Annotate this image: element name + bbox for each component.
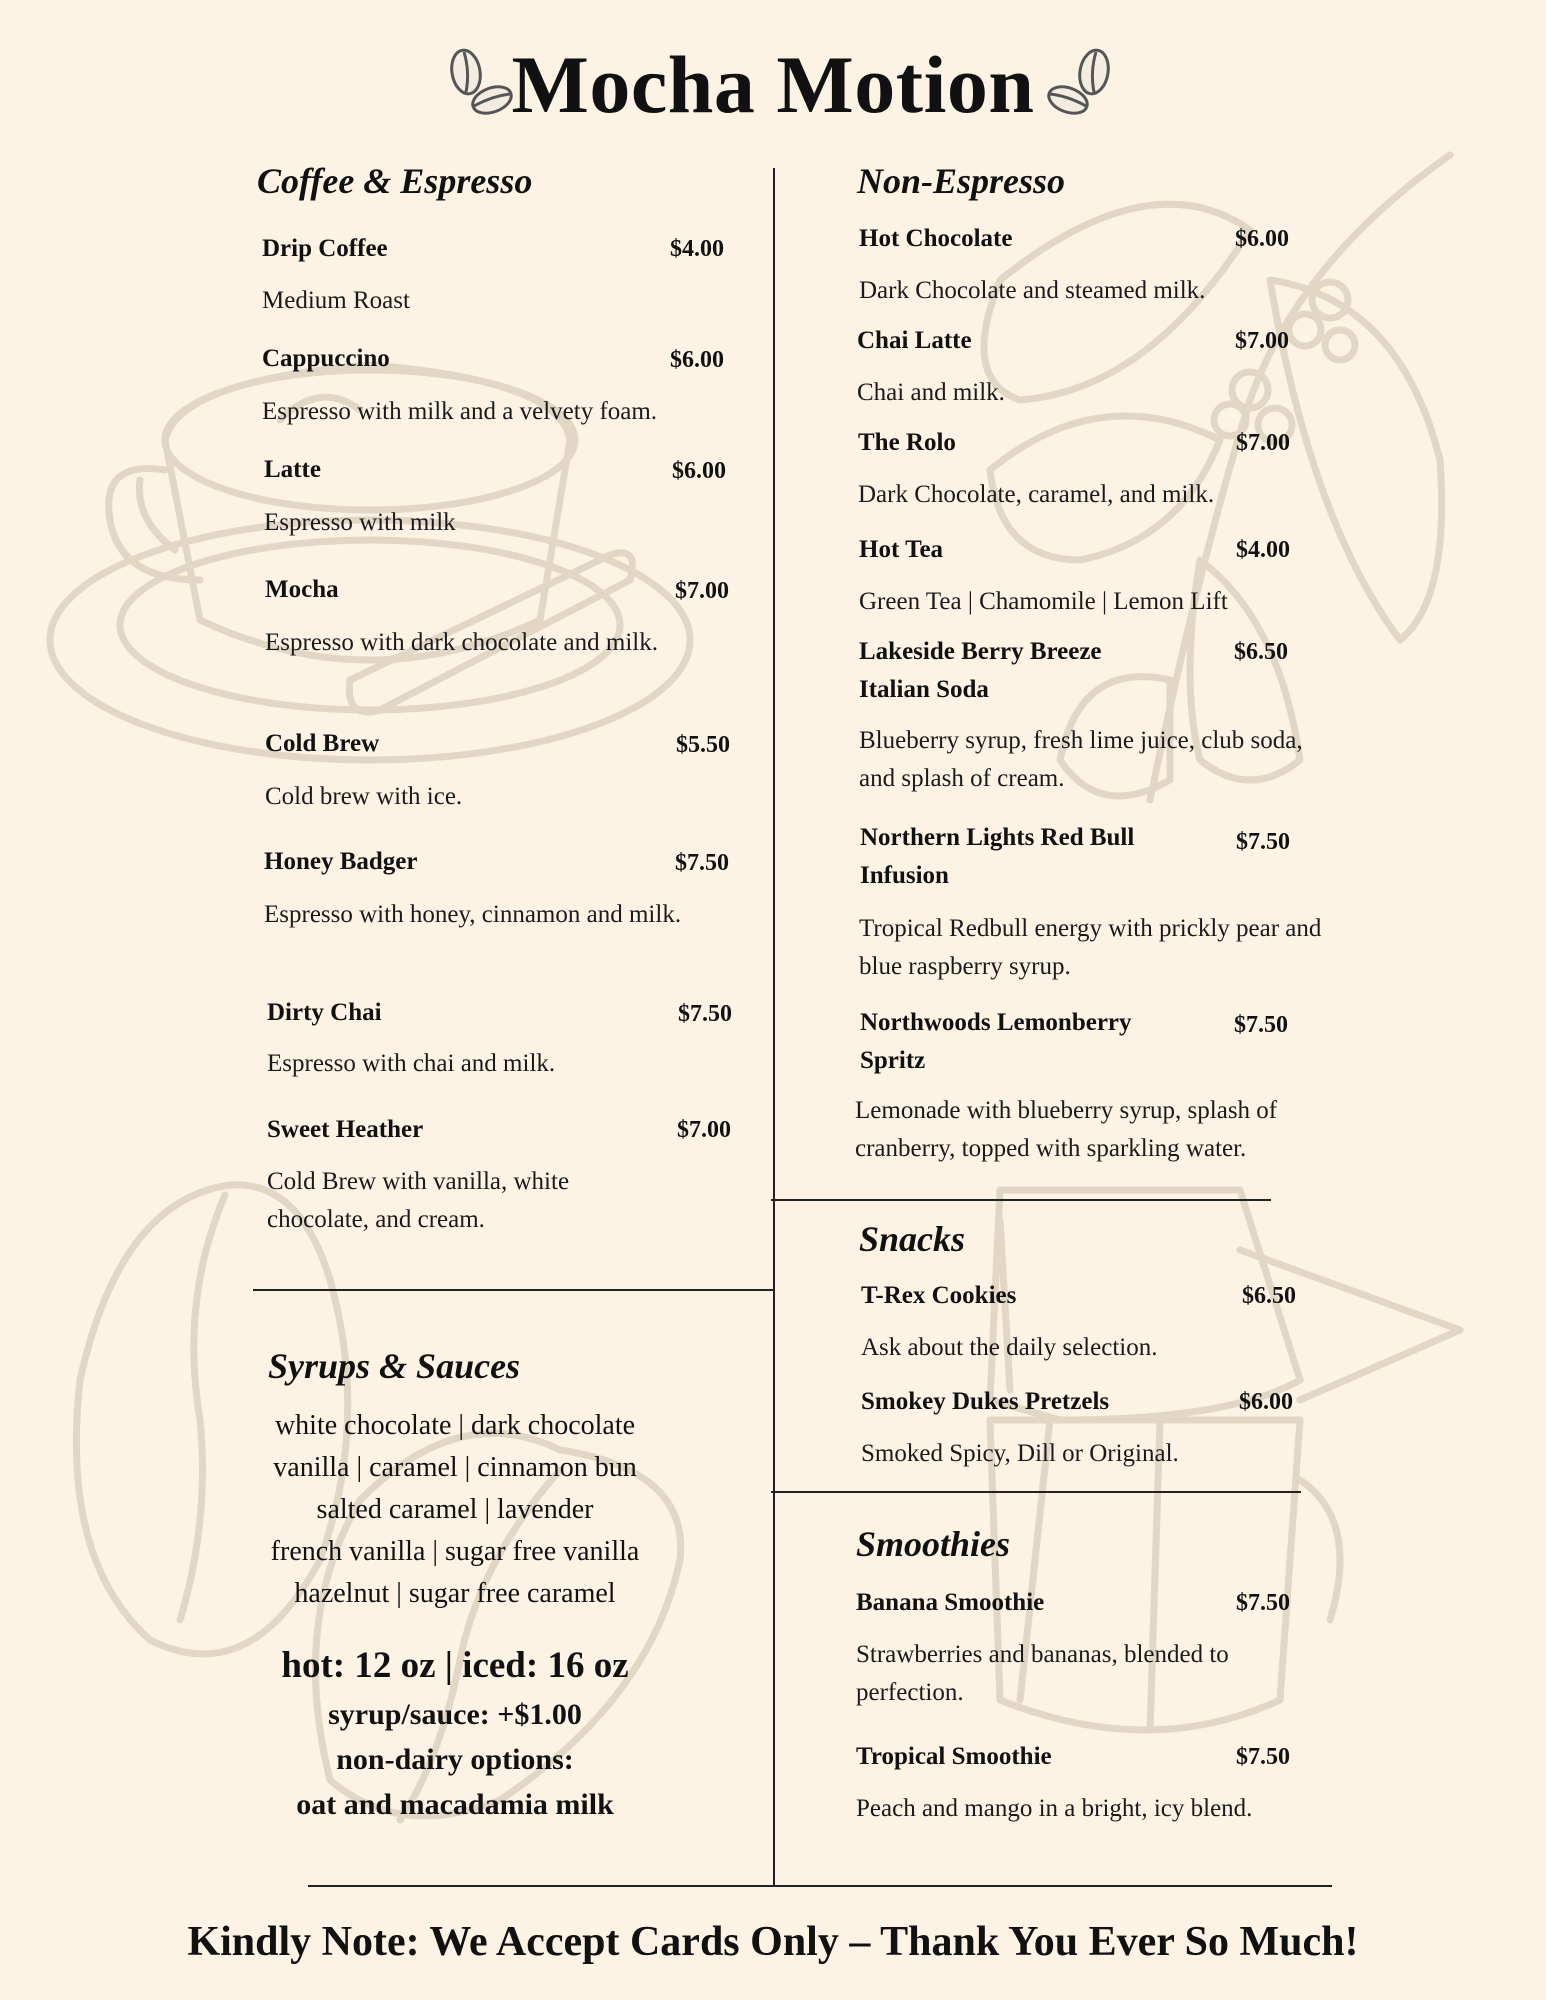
item-description: Peach and mango in a bright, icy blend. bbox=[856, 1795, 1253, 1822]
item-price: $7.50 bbox=[675, 850, 729, 876]
item-price: $6.00 bbox=[670, 347, 724, 373]
section-divider bbox=[771, 1199, 1271, 1201]
item-description: Smoked Spicy, Dill or Original. bbox=[861, 1440, 1179, 1467]
item-price: $7.50 bbox=[1236, 829, 1290, 855]
item-price: $6.00 bbox=[672, 458, 726, 484]
section-title-syrups-sauces: Syrups & Sauces bbox=[268, 1346, 521, 1386]
item-name: Smokey Dukes Pretzels bbox=[861, 1388, 1110, 1415]
item-name: Chai Latte bbox=[857, 327, 972, 354]
item-description: Espresso with chai and milk. bbox=[267, 1050, 556, 1077]
item-description: Espresso with dark chocolate and milk. bbox=[265, 629, 658, 656]
cup-sizes: hot: 12 oz | iced: 16 oz bbox=[281, 1645, 629, 1686]
item-description: Dark Chocolate, caramel, and milk. bbox=[858, 481, 1215, 508]
item-name: Honey Badger bbox=[264, 848, 418, 875]
item-name: Drip Coffee bbox=[262, 235, 388, 262]
item-name: Hot Chocolate bbox=[859, 225, 1013, 252]
syrup-list bbox=[250, 1405, 660, 1615]
item-name: The Rolo bbox=[858, 429, 956, 456]
size-info bbox=[230, 1640, 680, 1827]
item-description: Blueberry syrup, fresh lime juice, club soda, and splash of cream. bbox=[859, 727, 1303, 792]
section-title-coffee-espresso: Coffee & Espresso bbox=[257, 161, 533, 201]
item-name: Cold Brew bbox=[265, 730, 380, 757]
item-price: $7.00 bbox=[677, 1117, 731, 1143]
item-price: $6.50 bbox=[1242, 1283, 1296, 1309]
item-price: $5.50 bbox=[676, 732, 730, 758]
item-description: Green Tea | Chamomile | Lemon Lift bbox=[859, 588, 1228, 615]
item-name: Lakeside Berry Breeze Italian Soda bbox=[859, 638, 1102, 703]
item-name: Cappuccino bbox=[262, 345, 390, 372]
section-title-smoothies: Smoothies bbox=[856, 1524, 1011, 1564]
item-description: Espresso with milk bbox=[264, 509, 456, 536]
item-name: Dirty Chai bbox=[267, 999, 382, 1026]
item-price: $4.00 bbox=[670, 236, 724, 262]
item-name: Mocha bbox=[265, 576, 339, 603]
item-description: Strawberries and bananas, blended to perfection. bbox=[856, 1641, 1229, 1706]
item-description: Tropical Redbull energy with prickly pear and blue raspberry syrup. bbox=[859, 915, 1322, 980]
syrup-line: white chocolate | dark chocolate bbox=[274, 1410, 636, 1441]
item-description: Espresso with milk and a velvety foam. bbox=[262, 398, 658, 425]
item-price: $6.00 bbox=[1235, 226, 1289, 252]
section-title-snacks: Snacks bbox=[859, 1219, 966, 1259]
syrup-price: syrup/sauce: +$1.00 bbox=[328, 1698, 582, 1731]
item-description: Cold Brew with vanilla, white chocolate, and cream. bbox=[267, 1168, 570, 1233]
item-name: Hot Tea bbox=[859, 536, 944, 563]
item-price: $4.00 bbox=[1236, 537, 1290, 563]
item-price: $7.50 bbox=[1236, 1590, 1290, 1616]
syrup-line: salted caramel | lavender bbox=[316, 1494, 594, 1525]
syrup-line: french vanilla | sugar free vanilla bbox=[270, 1536, 640, 1567]
item-description: Chai and milk. bbox=[857, 379, 1005, 406]
non-dairy-label: non-dairy options: bbox=[336, 1743, 574, 1776]
item-price: $6.00 bbox=[1239, 1389, 1293, 1415]
syrup-line: vanilla | caramel | cinnamon bun bbox=[273, 1452, 637, 1483]
item-price: $6.50 bbox=[1234, 639, 1288, 665]
item-description: Ask about the daily selection. bbox=[861, 1334, 1158, 1361]
footer-note: Kindly Note: We Accept Cards Only – Thank You Ever So Much! bbox=[187, 1919, 1359, 1965]
item-name: Latte bbox=[264, 456, 321, 483]
item-name: Banana Smoothie bbox=[856, 1589, 1045, 1616]
item-price: $7.00 bbox=[675, 578, 729, 604]
item-description: Dark Chocolate and steamed milk. bbox=[859, 277, 1206, 304]
item-price: $7.50 bbox=[678, 1001, 732, 1027]
item-name: Tropical Smoothie bbox=[856, 1743, 1052, 1770]
column-divider bbox=[773, 168, 775, 1885]
section-divider bbox=[253, 1289, 775, 1291]
syrup-line: hazelnut | sugar free caramel bbox=[294, 1578, 616, 1609]
section-title-non-espresso: Non-Espresso bbox=[857, 161, 1066, 201]
item-name: Northwoods Lemonberry Spritz bbox=[860, 1009, 1132, 1074]
item-price: $7.00 bbox=[1235, 328, 1289, 354]
footer-divider bbox=[308, 1885, 1332, 1887]
item-description: Cold brew with ice. bbox=[265, 783, 463, 810]
item-name: T-Rex Cookies bbox=[861, 1282, 1017, 1309]
non-dairy-options: oat and macadamia milk bbox=[296, 1788, 614, 1821]
section-divider bbox=[771, 1491, 1301, 1493]
item-description: Lemonade with blueberry syrup, splash of cranberry, topped with sparkling water. bbox=[855, 1097, 1278, 1162]
item-description: Espresso with honey, cinnamon and milk. bbox=[264, 901, 682, 928]
item-price: $7.50 bbox=[1236, 1744, 1290, 1770]
item-description: Medium Roast bbox=[262, 287, 410, 314]
item-price: $7.00 bbox=[1236, 430, 1290, 456]
coffee-beans-icon bbox=[1040, 44, 1120, 124]
item-name: Sweet Heather bbox=[267, 1116, 424, 1143]
item-name: Northern Lights Red Bull Infusion bbox=[860, 824, 1135, 889]
item-price: $7.50 bbox=[1234, 1012, 1288, 1038]
page-title: Mocha Motion bbox=[511, 39, 1035, 130]
